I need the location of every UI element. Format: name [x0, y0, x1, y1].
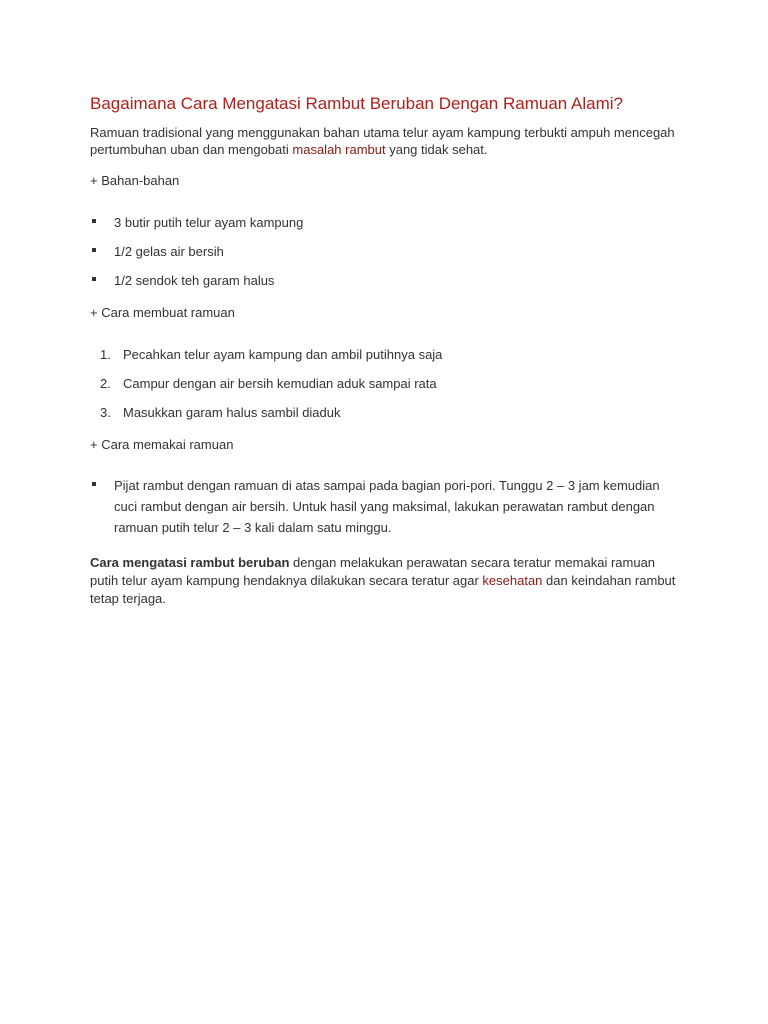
intro-text-after: yang tidak sehat.: [385, 142, 488, 157]
usage-heading: + Cara memakai ramuan: [90, 437, 234, 452]
masalah-rambut-link[interactable]: masalah rambut: [292, 142, 386, 157]
step-number: 1.: [100, 347, 111, 362]
list-item: [90, 475, 680, 538]
list-item: [90, 214, 680, 231]
step-text: Pecahkan telur ayam kampung dan ambil putihnya saja: [123, 347, 443, 362]
ingredient-text: 1/2 sendok teh garam halus: [114, 273, 275, 288]
closing-text-middle: dengan melakukan perawatan secara teratur memakai ramuan putih telur ayam kampung hendaknya dilakukan secara teratur agar: [90, 555, 656, 588]
closing-text-after: dan keindahan rambut tetap terjaga.: [90, 573, 676, 606]
ingredients-list: [90, 214, 680, 289]
list-item: [90, 243, 680, 260]
closing-bold-text: Cara mengatasi rambut beruban: [90, 555, 290, 570]
intro-paragraph: [90, 124, 680, 158]
intro-text-before: Ramuan tradisional yang menggunakan bahan utama telur ayam kampung terbukti ampuh mencegah pertumbuhan uban dan mengobati: [90, 125, 675, 157]
bullet-icon: [92, 219, 96, 223]
step-text: Campur dengan air bersih kemudian aduk sampai rata: [123, 376, 437, 391]
list-item: [90, 272, 680, 289]
preparation-steps: [90, 346, 680, 421]
usage-text: Pijat rambut dengan ramuan di atas sampai pada bagian pori-pori. Tunggu 2 – 3 jam kemudian cuci rambut dengan air bersih. Untuk hasil yang maksimal, lakukan perawatan rambut dengan ramuan putih telur 2 – 3 kali dalam satu minggu.: [114, 478, 660, 535]
step-number: 2.: [100, 376, 111, 391]
step-item: [90, 375, 680, 392]
preparation-heading: + Cara membuat ramuan: [90, 305, 235, 320]
step-item: [90, 404, 680, 421]
step-item: [90, 346, 680, 363]
article: [90, 93, 680, 608]
ingredient-text: 3 butir putih telur ayam kampung: [114, 215, 304, 230]
ingredients-heading: + Bahan-bahan: [90, 173, 180, 188]
bullet-icon: [92, 482, 96, 486]
closing-paragraph: [90, 554, 680, 608]
bullet-icon: [92, 248, 96, 252]
article-title: Bagaimana Cara Mengatasi Rambut Beruban Dengan Ramuan Alami?: [90, 94, 623, 113]
ingredient-text: 1/2 gelas air bersih: [114, 244, 224, 259]
bullet-icon: [92, 277, 96, 281]
step-text: Masukkan garam halus sambil diaduk: [123, 405, 341, 420]
usage-list: [90, 475, 680, 538]
kesehatan-link[interactable]: kesehatan: [482, 573, 543, 588]
step-number: 3.: [100, 405, 111, 420]
